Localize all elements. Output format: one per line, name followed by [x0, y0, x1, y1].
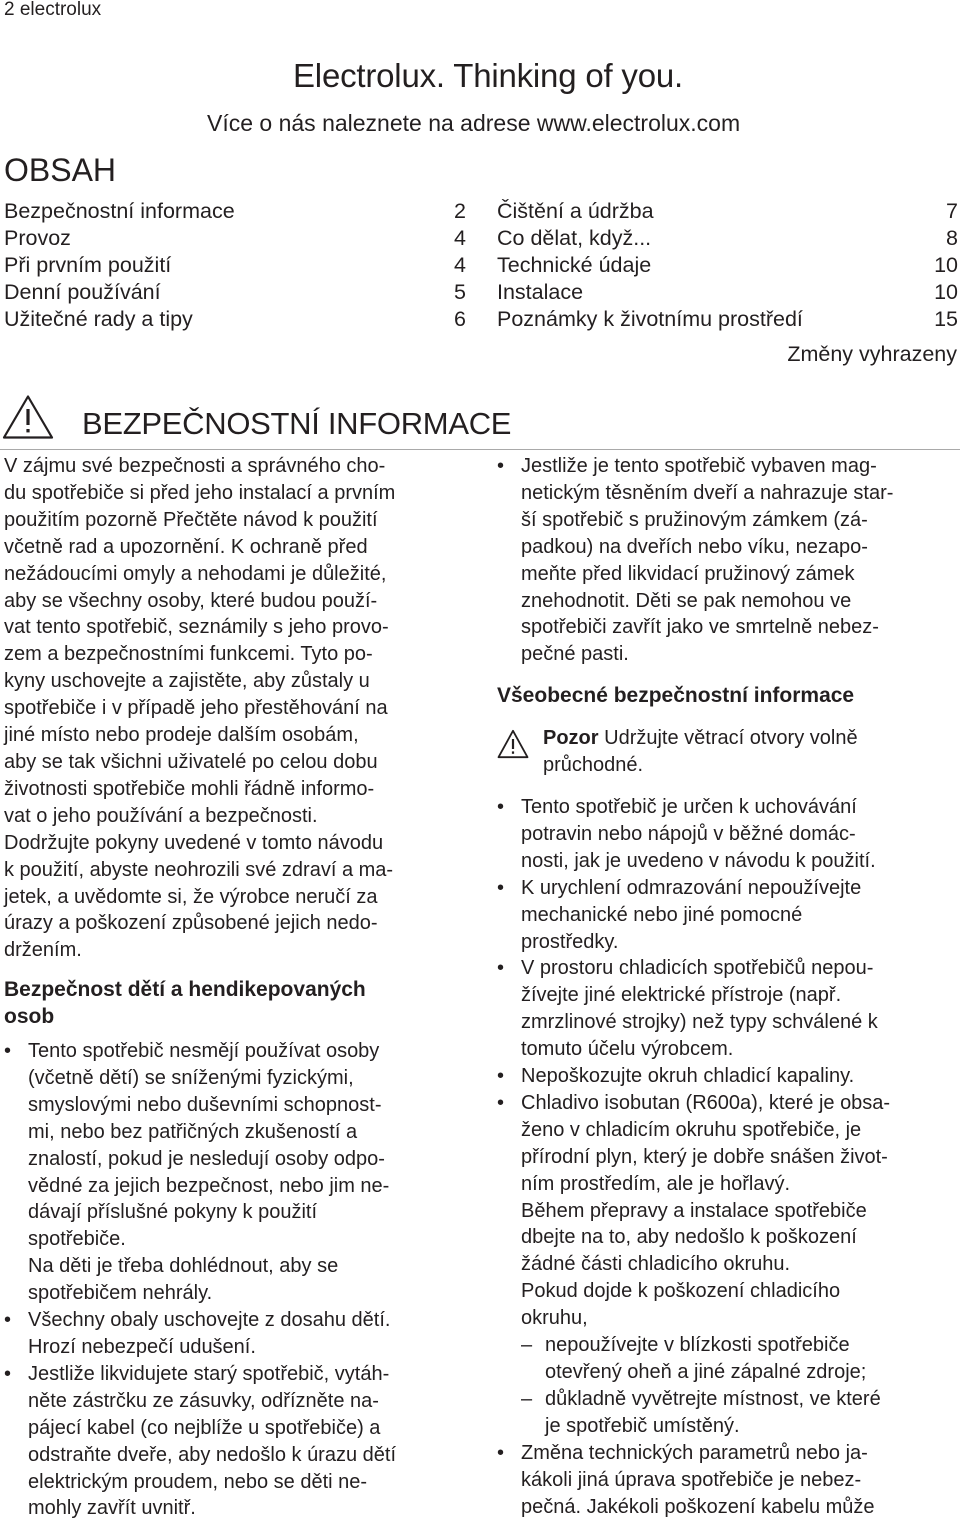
- intro-paragraph: [4, 453, 470, 964]
- warning-note: [497, 725, 960, 779]
- text-line: • Jestliže likvidujete starý spotřebič, vytáh-: [28, 1362, 390, 1385]
- text-line: vat tento spotřebič, seznámily s jeho provo-: [4, 616, 389, 639]
- text-line: pečná. Jakékoli poškození kabelu může: [521, 1495, 875, 1518]
- text-line: životnosti spotřebiče mohli řádně informo-: [4, 777, 375, 800]
- bullet-item: [4, 1038, 470, 1307]
- toc-entry-label: Poznámky k životnímu prostředí: [497, 307, 803, 331]
- text-line: Během přepravy a instalace spotřebiče: [521, 1199, 867, 1222]
- toc-entry[interactable]: [497, 306, 958, 333]
- warning-text: Udržujte větrací otvory volně: [604, 727, 858, 750]
- toc-entry[interactable]: [497, 198, 958, 225]
- text-line: • Chladivo isobutan (R600a), které je obsa-: [521, 1091, 891, 1114]
- text-line: Dodržujte pokyny uvedené v tomto návodu: [4, 831, 384, 854]
- toc-entry-label: Užitečné rady a tipy: [4, 307, 193, 331]
- text-line: – důkladně vyvětrejte místnost, ve které: [545, 1387, 881, 1410]
- text-line: • K urychlení odmrazování nepoužívejte: [521, 876, 862, 899]
- text-line: ší spotřebič s pružinovým zámkem (zá-: [521, 508, 868, 531]
- section-divider: [0, 449, 960, 450]
- text-line: Hrozí nebezpečí udušení.: [28, 1336, 256, 1358]
- toc-entry-label: Instalace: [497, 280, 584, 304]
- text-line: kyny uschovejte a zajistěte, aby zůstaly u: [4, 670, 370, 693]
- text-line: pájecí kabel (co nejblíže u spotřebiče) a: [28, 1416, 381, 1439]
- toc-entry-page: 10: [934, 280, 958, 304]
- text-line: dbejte na to, aby nedošlo k poškození: [521, 1226, 857, 1249]
- toc-entry-label: Při prvním použití: [4, 253, 172, 277]
- text-line: mi, nebo bez patřičných zkušeností a: [28, 1120, 358, 1143]
- toc-entry-label: Bezpečnostní informace: [4, 199, 235, 223]
- toc-entry-page: 15: [934, 307, 958, 331]
- text-line: pečné pasti.: [521, 643, 629, 666]
- toc-heading: OBSAH: [4, 152, 117, 188]
- toc-left-column: [4, 198, 466, 333]
- text-line: zmrzlinové strojky) než typy schválené k: [521, 1011, 878, 1034]
- text-line: – nepoužívejte v blízkosti spotřebiče: [545, 1334, 850, 1357]
- toc-entry[interactable]: [4, 279, 466, 306]
- toc-entry[interactable]: [497, 252, 958, 279]
- text-line: žádné části chladicího okruhu.: [521, 1253, 791, 1276]
- text-line: přírodní plyn, který je dobře snášen život-: [521, 1145, 888, 1168]
- text-line: ním prostředím, ale je hořlavý.: [521, 1172, 790, 1195]
- bullet-item: [4, 1361, 470, 1522]
- toc-entry-page: 10: [934, 253, 958, 277]
- text-line: zem a bezpečnostními funkcemi. Tyto po-: [4, 643, 373, 666]
- text-line: k použití, abyste neohrozili své zdraví a ma-: [4, 858, 394, 881]
- dash-item: [497, 1332, 960, 1386]
- text-line: otevřený oheň a jiné zápalné zdroje;: [545, 1361, 867, 1383]
- text-line: okruhu,: [521, 1307, 588, 1330]
- brand-website-note: Více o nás naleznete na adrese www.electrolux.com: [207, 110, 741, 136]
- text-line: • Tento spotřebič je určen k uchovávání: [521, 795, 857, 818]
- changes-reserved-note: Změny vyhrazeny: [787, 342, 957, 366]
- text-line: kákoli jiná úprava spotřebiče je nebez-: [521, 1468, 862, 1491]
- text-line: • Změna technických parametrů nebo ja-: [521, 1441, 868, 1464]
- toc-entry-page: 2: [454, 199, 466, 223]
- bullet-item: [497, 453, 960, 668]
- text-line: je spotřebič umístěný.: [545, 1414, 740, 1437]
- page-number-header: 2 electrolux: [4, 0, 102, 20]
- text-line: elektrickým proudem, nebo se děti ne-: [28, 1470, 368, 1493]
- toc-entry[interactable]: [4, 198, 466, 225]
- heading-line: osob: [4, 1005, 55, 1029]
- text-line: nežádoucími omyly a nehodami je důležité,: [4, 562, 387, 585]
- bullet-item: [497, 1440, 960, 1521]
- text-line: znehodnotit. Děti se pak nemohou ve: [521, 589, 852, 612]
- text-line: dávají příslušné pokyny k použití: [28, 1201, 318, 1224]
- bullet-item: [497, 955, 960, 1063]
- text-line: du spotřebiče si před jeho instalací a prvním: [4, 481, 396, 504]
- text-line: vat o jeho používání a bezpečnosti.: [4, 804, 318, 827]
- text-line: potravin nebo nápojů v běžné domác-: [521, 822, 856, 845]
- text-line: jetek, a uvědomte si, že výrobce neručí za: [4, 885, 378, 908]
- text-line: V zájmu své bezpečnosti a správného cho-: [4, 455, 386, 477]
- text-line: aby se všechny osoby, které budou použí-: [4, 589, 378, 612]
- text-line: vědné za jejich bezpečnost, nebo jim ne-: [28, 1174, 390, 1197]
- text-line: • Tento spotřebič nesmějí používat osoby: [28, 1040, 380, 1063]
- text-line: mechanické nebo jiné pomocné: [521, 903, 803, 926]
- bullet-item: [497, 875, 960, 956]
- text-line: meňte před likvidací pružinový zámek: [521, 562, 855, 585]
- text-line: Pokud dojde k poškození chladicího: [521, 1280, 841, 1303]
- text-line: jiné místo nebo prodeje dalším osobám,: [4, 724, 359, 747]
- text-line: netickým těsněním dveří a nahrazuje star-: [521, 481, 894, 504]
- general-safety-heading: Všeobecné bezpečnostní informace: [497, 684, 855, 708]
- text-line: (včetně dětí) se sníženými fyzickými,: [28, 1066, 354, 1089]
- text-line: odstraňte dveře, aby nedošlo k úrazu dětí: [28, 1443, 397, 1466]
- text-line: spotřebiči zavřít jako ve smrtelně nebez-: [521, 616, 879, 639]
- toc-entry-label: Provoz: [4, 226, 71, 250]
- text-line: včetně rad a upozornění. K ochraně před: [4, 535, 368, 558]
- toc-right-column: [497, 198, 958, 333]
- toc-entry[interactable]: [4, 306, 466, 333]
- text-line: prostředky.: [521, 930, 619, 953]
- toc-entry[interactable]: [497, 279, 958, 306]
- toc-entry-label: Technické údaje: [497, 253, 652, 277]
- text-line: znalostí, pokud je nesledují osoby odpo-: [28, 1147, 385, 1170]
- toc-entry-page: 6: [454, 307, 466, 331]
- toc-entry-page: 5: [454, 280, 466, 304]
- bullet-item: [4, 1307, 470, 1361]
- text-line: tomuto účelu výrobcem.: [521, 1038, 734, 1061]
- text-line: nosti, jak je uvedeno v návodu k použití.: [521, 849, 876, 872]
- text-line: ženo v chladicím okruhu spotřebiče, je: [521, 1118, 862, 1141]
- warning-label: Pozor: [543, 727, 599, 750]
- toc-entry-label: Denní používání: [4, 280, 161, 304]
- toc-entry-page: 7: [946, 199, 958, 223]
- children-safety-heading: [4, 977, 470, 1031]
- text-line: žívejte jiné elektrické přístroje (např.: [521, 984, 842, 1007]
- heading-line: Bezpečnost dětí a hendikepovaných: [4, 978, 366, 1002]
- text-line: • Nepoškozujte okruh chladicí kapaliny.: [521, 1065, 855, 1088]
- text-line: mohly zavřít uvnitř.: [28, 1497, 196, 1520]
- text-line: použitím pozorně Přečtěte návod k použití: [4, 508, 378, 531]
- toc-entry[interactable]: [497, 225, 958, 252]
- toc-entry-page: 4: [454, 253, 466, 277]
- text-line: spotřebiče.: [28, 1228, 126, 1251]
- toc-entry[interactable]: [4, 225, 466, 252]
- text-line: • Všechny obaly uschovejte z dosahu dětí.: [28, 1309, 391, 1332]
- text-line: padkou) na dveřích nebo víku, nezapo-: [521, 535, 868, 558]
- bullet-item: [497, 794, 960, 875]
- section-title: BEZPEČNOSTNÍ INFORMACE: [82, 406, 512, 441]
- bullet-item: [497, 1063, 960, 1090]
- text-line: spotřebičem nehrály.: [28, 1282, 213, 1305]
- text-line: smyslovými nebo duševními schopnost-: [28, 1093, 382, 1116]
- bullet-item: [497, 1090, 960, 1332]
- warning-line: průchodné.: [543, 754, 644, 777]
- text-line: • V prostoru chladicích spotřebičů nepou-: [521, 957, 874, 980]
- text-line: aby se tak všichni uživatelé po celou dobu: [4, 750, 378, 773]
- warning-triangle-icon: [497, 729, 529, 759]
- toc-entry[interactable]: [4, 252, 466, 279]
- right-text-column: [497, 453, 960, 1520]
- toc-entry-page: 8: [946, 226, 958, 250]
- text-line: úrazy a poškození způsobené jejich nedo-: [4, 912, 378, 935]
- warning-triangle-icon: [2, 394, 54, 440]
- text-line: Na děti je třeba dohlédnout, aby se: [28, 1255, 339, 1278]
- warning-line: [543, 725, 960, 752]
- left-text-column: [4, 453, 470, 1522]
- text-line: něte zástrčku ze zásuvky, odřízněte na-: [28, 1389, 379, 1412]
- toc-entry-label: Co dělat, když...: [497, 226, 652, 250]
- toc-entry-label: Čištění a údržba: [497, 199, 654, 223]
- text-line: spotřebiče i v případě jeho přestěhování na: [4, 697, 388, 720]
- text-line: držením.: [4, 939, 82, 962]
- brand-tagline: Electrolux. Thinking of you.: [293, 57, 683, 94]
- toc-entry-page: 4: [454, 226, 466, 250]
- text-line: • Jestliže je tento spotřebič vybaven mag-: [521, 455, 877, 477]
- dash-item: [497, 1386, 960, 1440]
